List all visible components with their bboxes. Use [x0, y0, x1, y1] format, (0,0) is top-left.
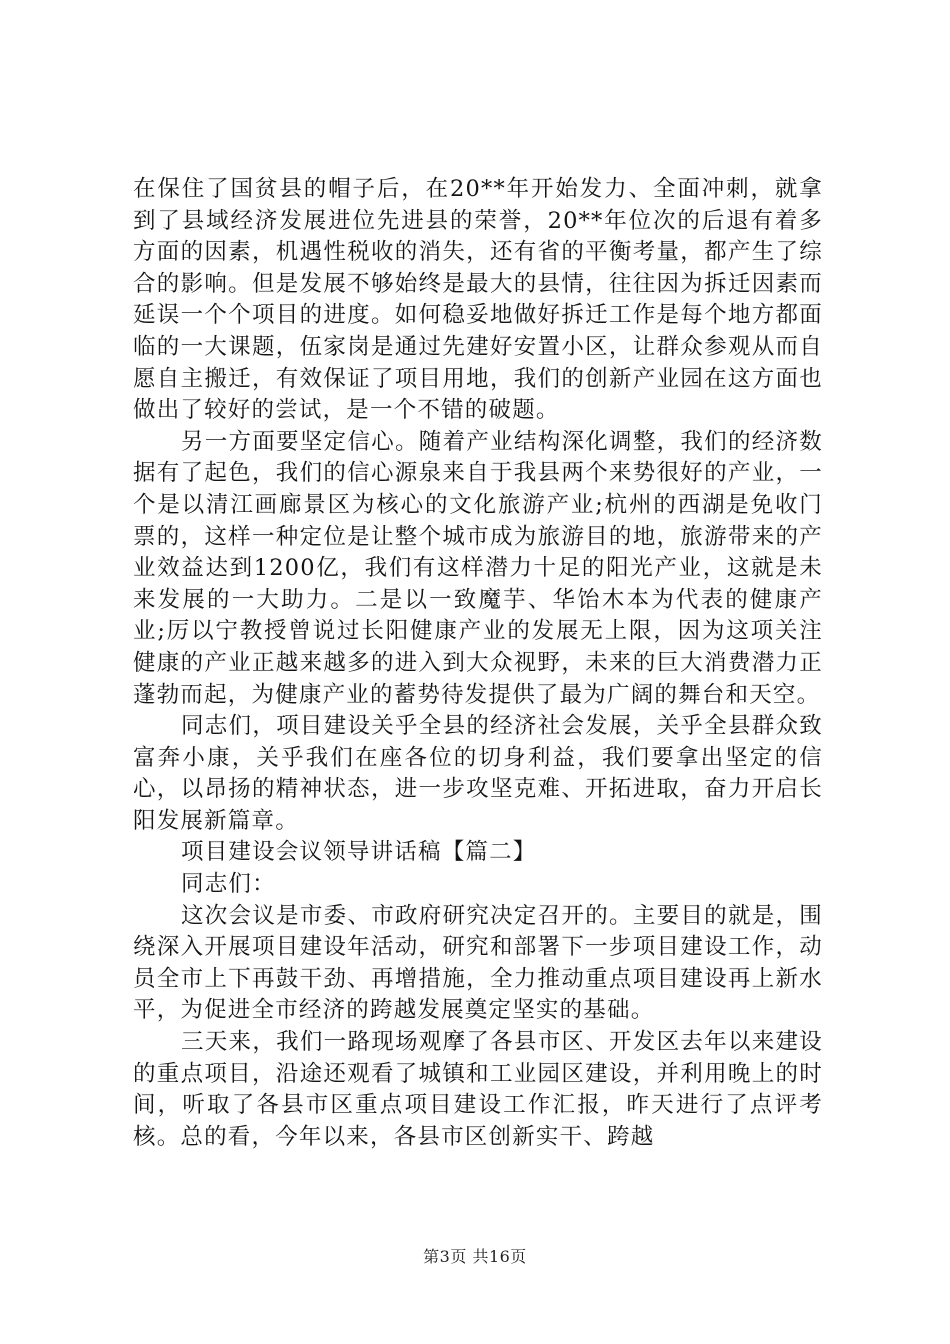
salutation: 同志们：: [181, 871, 276, 898]
section-heading: 项目建设会议领导讲话稿【篇二】: [181, 839, 537, 866]
paragraph-continuation: 在保住了国贫县的帽子后，在20**年开始发力、全面冲刺，就拿到了县域经济发展进位先进县的荣誉，20**年位次的后退有着多方面的因素，机遇性税收的消失，还有省的平衡考量，都产生了综合的影响。但是发展不够始终是最大的县情，往往因为拆迁因素而延误一个个项目的进度。如何稳妥地做好拆迁工作是每个地方都面临的一大课题，伍家岗是通过先建好安置小区，让群众参观从而自愿自主搬迁，有效保证了项目用地，我们的创新产业园在这方面也做出了较好的尝试，是一个不错的破题。: [133, 176, 823, 424]
page-number-footer: 第3页 共16页: [423, 1247, 527, 1266]
paragraph-meeting-purpose: 这次会议是市委、市政府研究决定召开的。主要目的就是，围绕深入开展项目建设年活动，研究和部署下一步项目建设工作，动员全市上下再鼓干劲、再增措施，全力推动重点项目建设再上新水平，为促进全市经济的跨越发展奠定坚实的基础。: [133, 902, 823, 1024]
paragraph-inspection: 三天来，我们一路现场观摩了各县市区、开发区去年以来建设的重点项目，沿途还观看了城镇和工业园区建设，并利用晚上的时间，听取了各县市区重点项目建设工作汇报，昨天进行了点评考核。总的看，今年以来，各县市区创新实干、跨越: [133, 1029, 823, 1150]
document-body: [133, 174, 823, 1153]
paragraph-closing: 同志们，项目建设关乎全县的经济社会发展，关乎全县群众致富奔小康，关乎我们在座各位的切身利益，我们要拿出坚定的信心，以昂扬的精神状态，进一步攻坚克难、开拓进取，奋力开启长阳发展新篇章。: [133, 713, 823, 834]
paragraph-confidence: 另一方面要坚定信心。随着产业结构深化调整，我们的经济数据有了起色，我们的信心源泉来自于我县两个来势很好的产业，一个是以清江画廊景区为核心的文化旅游产业;杭州的西湖是免收门票的，这样一种定位是让整个城市成为旅游目的地，旅游带来的产业效益达到1200亿，我们有这样潜力十足的阳光产业，这就是未来发展的一大助力。二是以一致魔芋、华饴木本为代表的健康产业;厉以宁教授曾说过长阳健康产业的发展无上限，因为这项关注健康的产业正越来越多的进入到大众视野，未来的巨大消费潜力正蓬勃而起，为健康产业的蓄势待发提供了最为广阔的舞台和天空。: [133, 428, 823, 708]
